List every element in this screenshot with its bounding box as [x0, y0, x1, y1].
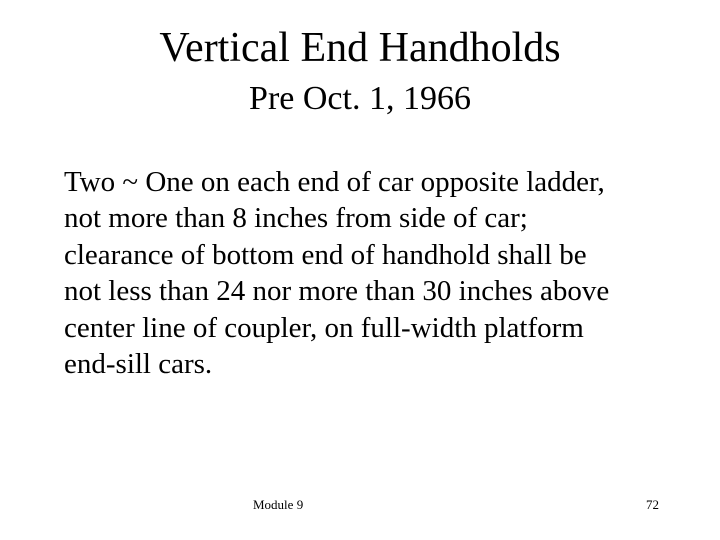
footer-module-label: Module 9 — [253, 497, 304, 512]
body-line: center line of coupler, on full-width platform — [64, 311, 584, 344]
body-line: not less than 24 nor more than 30 inches above — [64, 275, 610, 308]
body-line: not more than 8 inches from side of car; — [64, 202, 528, 235]
slide-subtitle: Pre Oct. 1, 1966 — [249, 80, 471, 117]
body-line: clearance of bottom end of handhold shall be — [64, 238, 587, 271]
footer-page-number: 72 — [646, 497, 659, 512]
body-line: end-sill cars. — [64, 348, 213, 381]
body-line: Two ~ One on each end of car opposite ladder, — [64, 166, 605, 198]
slide-title: Vertical End Handholds — [159, 25, 561, 71]
slide-body — [64, 164, 704, 382]
